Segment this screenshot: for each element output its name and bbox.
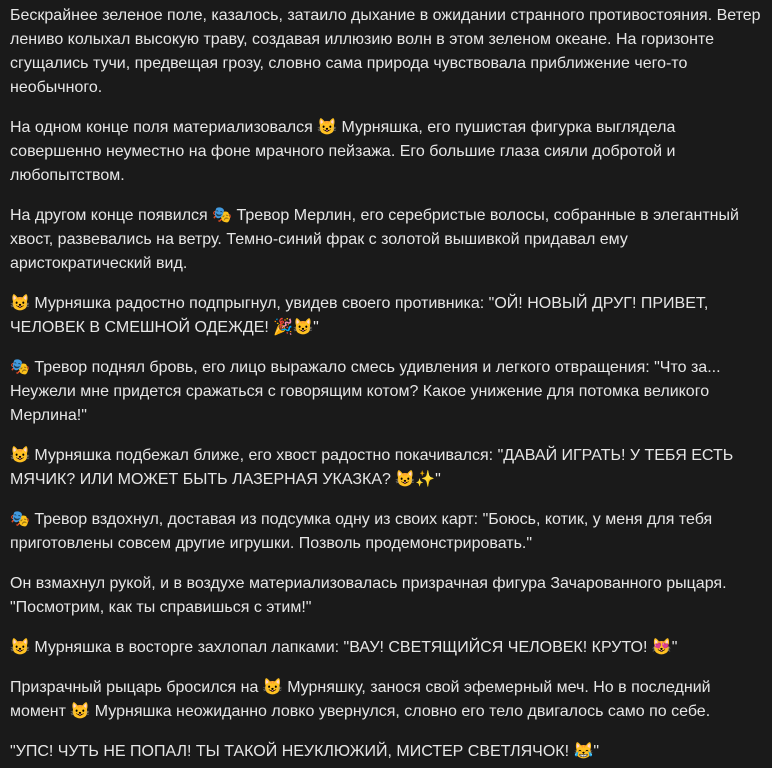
message-paragraph: Призрачный рыцарь бросился на 😺 Мурняшку, занося свой эфемерный меч. Но в последний момент 😺 Мурняшка неожиданно ловко увернулся, словно его тело двигалось само по себе. bbox=[10, 679, 711, 720]
message-paragraph: 🎭 Тревор вздохнул, доставая из подсумка одну из своих карт: "Боюсь, котик, у меня для тебя приготовлены совсем другие игрушки. Позволь продемонстрировать." bbox=[10, 511, 713, 552]
message-paragraph: "УПС! ЧУТЬ НЕ ПОПАЛ! ТЫ ТАКОЙ НЕУКЛЮЖИЙ, МИСТЕР СВЕТЛЯЧОК! 😹" bbox=[10, 743, 600, 760]
message-paragraph: На другом конце появился 🎭 Тревор Мерлин, его серебристые волосы, собранные в элегантный хвост, развевались на ветру. Темно-синий фрак с золотой вышивкой придавал ему аристократический вид. bbox=[10, 207, 739, 272]
message-paragraph: 😺 Мурняшка подбежал ближе, его хвост радостно покачивался: "ДАВАЙ ИГРАТЬ! У ТЕБЯ ЕСТЬ МЯЧИК? ИЛИ МОЖЕТ БЫТЬ ЛАЗЕРНАЯ УКАЗКА? 😺✨" bbox=[10, 447, 734, 488]
message-paragraph: Он взмахнул рукой, и в воздухе материализовалась призрачная фигура Зачарованного рыцаря. "Посмотрим, как ты справишься с этим!" bbox=[10, 575, 727, 616]
message-paragraph: Бескрайнее зеленое поле, казалось, затаило дыхание в ожидании странного противостояния. Ветер лениво колыхал высокую траву, создавая иллюзию волн в этом зеленом океане. На горизонте сгущались тучи, предвещая грозу, словно сама природа чувствовала приближение чего-то необычного. bbox=[10, 7, 761, 96]
message-paragraph: 🎭 Тревор поднял бровь, его лицо выражало смесь удивления и легкого отвращения: "Что за... Неужели мне придется сражаться с говорящим котом? Какое унижение для потомка великого Мерлина!" bbox=[10, 359, 721, 424]
message-paragraph: На одном конце поля материализовался 😺 Мурняшка, его пушистая фигурка выглядела совершенно неуместно на фоне мрачного пейзажа. Его большие глаза сияли добротой и любопытством. bbox=[10, 119, 676, 184]
message-paragraph: 😺 Мурняшка радостно подпрыгнул, увидев своего противника: "ОЙ! НОВЫЙ ДРУГ! ПРИВЕТ, ЧЕЛОВЕК В СМЕШНОЙ ОДЕЖДЕ! 🎉😺" bbox=[10, 295, 709, 336]
message-paragraph: 😺 Мурняшка в восторге захлопал лапками: "ВАУ! СВЕТЯЩИЙСЯ ЧЕЛОВЕК! КРУТО! 😻" bbox=[10, 639, 678, 656]
